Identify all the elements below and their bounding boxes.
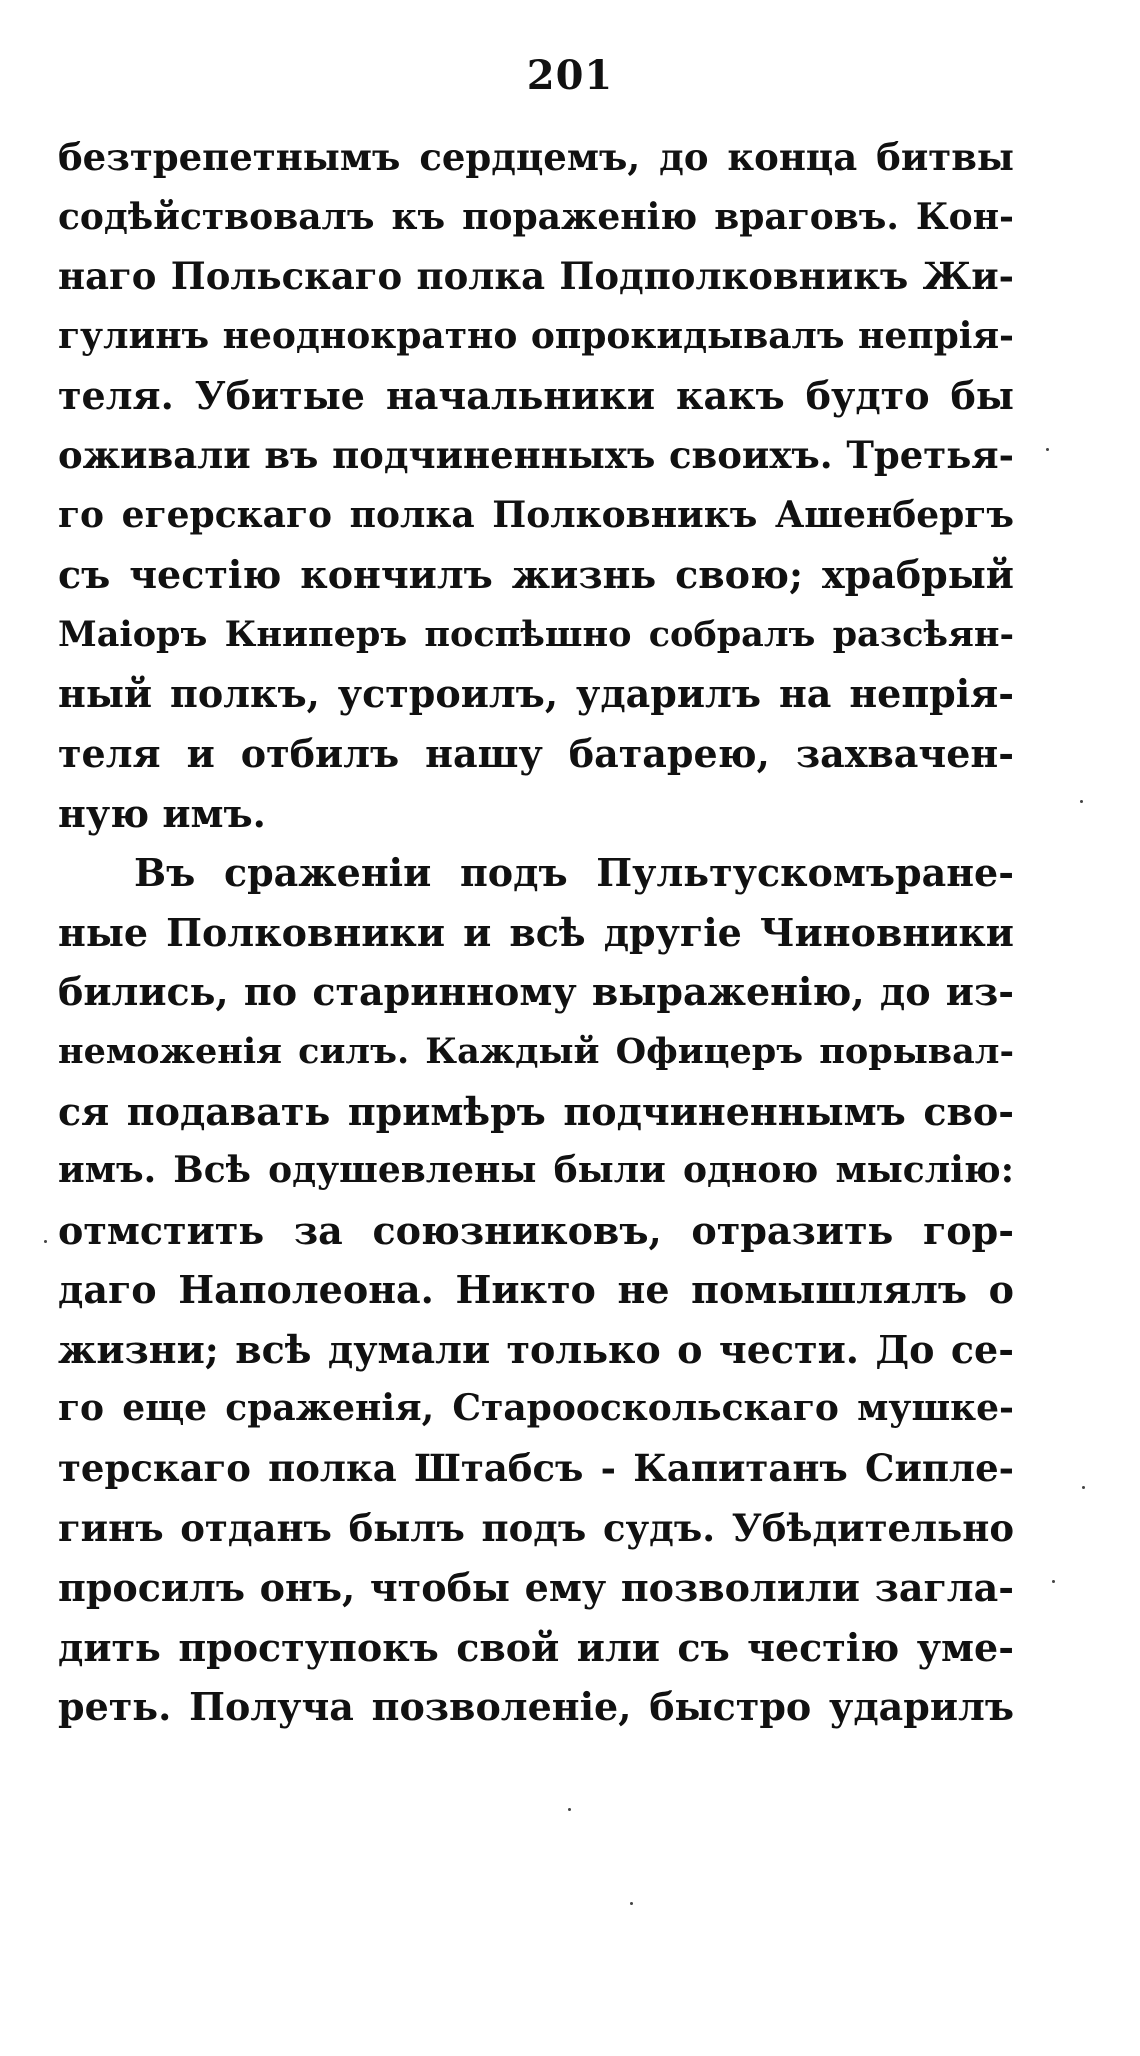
scan-speck xyxy=(44,1240,47,1243)
text-line: жизни; всѣ думали только о чести. До се- xyxy=(58,1326,1014,1372)
text-line: ную имъ. xyxy=(58,790,266,836)
text-line: гинъ отданъ былъ подъ судъ. Убѣдительно xyxy=(58,1505,1014,1550)
text-line: имъ. Всѣ одушевлены были одною мыслію: xyxy=(58,1149,1014,1192)
text-line: теля и отбилъ нашу батарею, захвачен- xyxy=(58,730,1014,776)
text-line: го еще сраженія, Старооскольскаго мушке- xyxy=(58,1387,1014,1430)
text-line: наго Польскаго полка Подполковникъ Жи- xyxy=(58,254,1014,299)
text-line: даго Наполеона. Никто не помышлялъ о xyxy=(58,1267,1014,1313)
page-number: 201 xyxy=(526,52,614,99)
scan-speck xyxy=(630,1902,633,1905)
text-line: бились, по старинному выраженію, до из- xyxy=(58,969,1014,1015)
scan-speck xyxy=(568,1808,571,1811)
text-line: съ честію кончилъ жизнь свою; храбрый xyxy=(58,552,1014,598)
text-line: просилъ онъ, чтобы ему позволили загла- xyxy=(58,1565,1014,1611)
text-line: Въ сраженіи подъ Пультускомъране- xyxy=(134,850,1014,896)
text-line: безтрепетнымъ сердцемъ, до конца битвы xyxy=(58,135,1014,179)
text-line: отмстить за союзниковъ, отразить гор- xyxy=(58,1207,1014,1253)
text-line: гулинъ неоднократно опрокидывалъ непрія- xyxy=(58,314,1014,357)
text-line: оживали въ подчиненныхъ своихъ. Третья- xyxy=(58,432,1014,477)
text-line: содѣйствовалъ къ пораженію враговъ. Кон- xyxy=(58,195,1014,238)
body-text xyxy=(58,128,1014,1737)
text-line: дить проступокъ свой или съ честію уме- xyxy=(58,1624,1014,1670)
text-line: теля. Убитые начальники какъ будто бы xyxy=(58,373,1014,419)
text-line: Маіоръ Книперъ поспѣшно собралъ разсѣян- xyxy=(58,613,1014,655)
text-line: ные Полковники и всѣ другіе Чиновники xyxy=(58,909,1014,955)
scan-speck xyxy=(1046,448,1049,451)
text-line: ный полкъ, устроилъ, ударилъ на непрія- xyxy=(58,671,1014,717)
text-line: неможенія силъ. Каждый Офицеръ порывал- xyxy=(58,1030,1014,1072)
text-line: реть. Получа позволеніе, быстро ударилъ xyxy=(58,1684,1014,1730)
text-line: ся подавать примѣръ подчиненнымъ сво- xyxy=(58,1088,1014,1134)
text-line: го егерскаго полка Полковникъ Ашенбергъ xyxy=(58,493,1014,536)
scan-speck xyxy=(1052,1580,1055,1583)
text-line: терскаго полка Штабсъ - Капитанъ Сиплe- xyxy=(58,1446,1014,1491)
scan-speck xyxy=(1082,1486,1085,1489)
scan-speck xyxy=(1080,800,1083,803)
